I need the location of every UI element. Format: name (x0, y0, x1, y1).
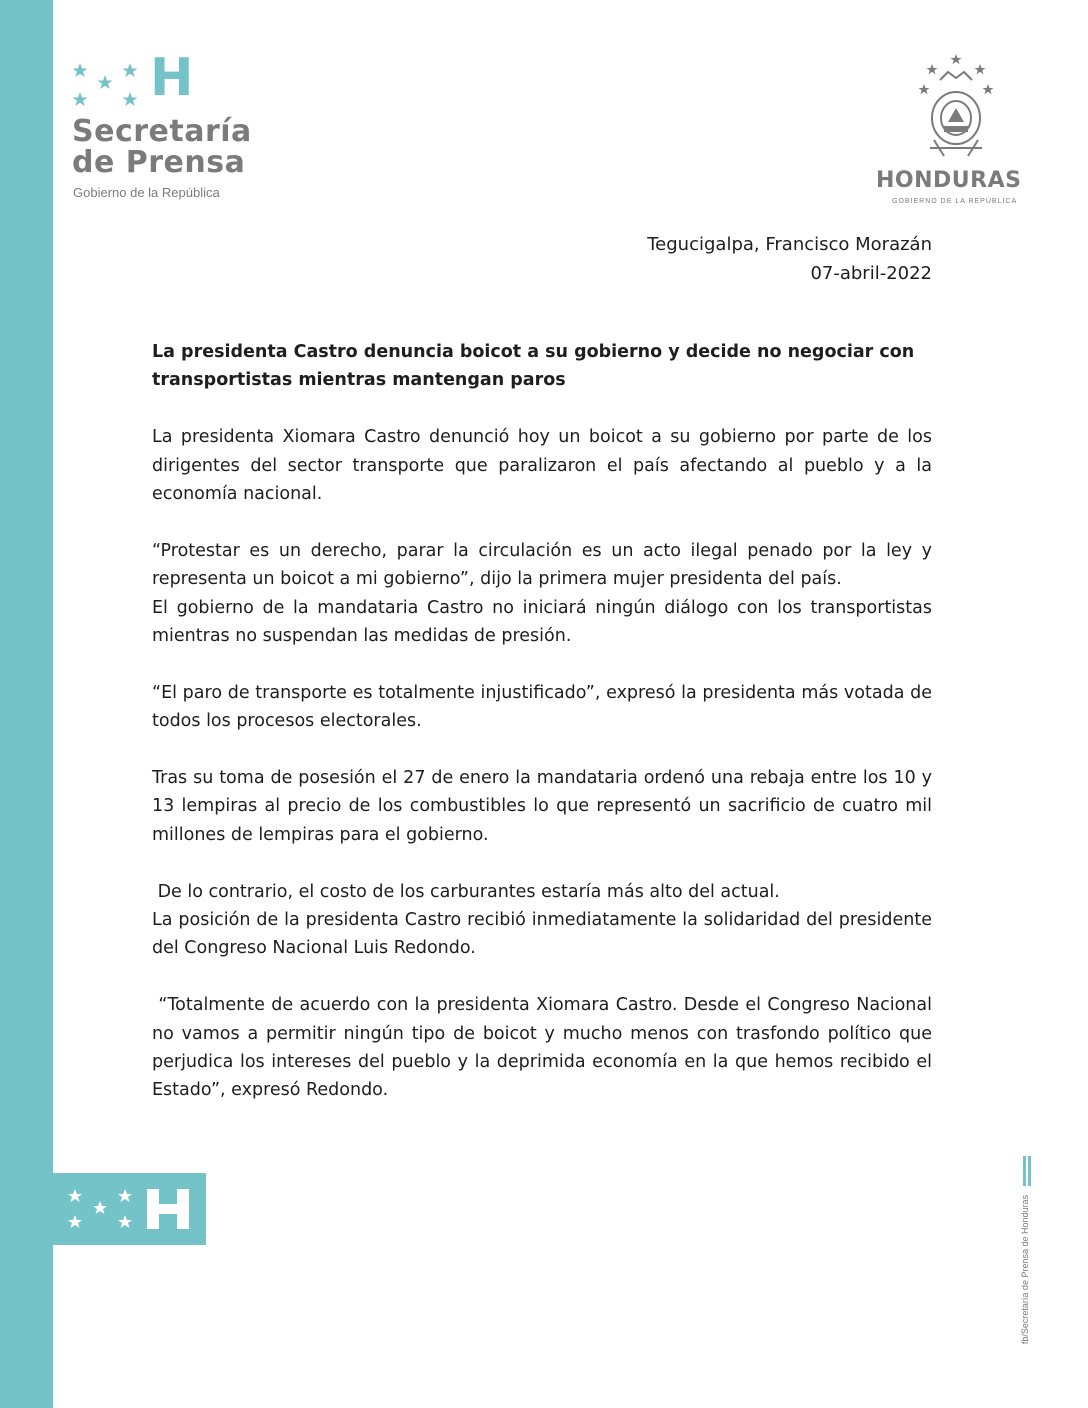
h-logo-letter: H (150, 48, 194, 108)
dateline (647, 230, 932, 288)
headline: La presidenta Castro denuncia boicot a su gobierno y decide no negociar con transportistas mientras mantengan paros (152, 342, 915, 391)
country-subtitle: GOBIERNO DE LA REPÚBLICA (892, 198, 1018, 205)
paragraph: “El paro de transporte es totalmente injustificado”, expresó la presidenta más votada de todos los procesos electorales. (152, 682, 932, 732)
footer-social-handle: fb/Secretaría de Prensa de Honduras (1020, 1195, 1030, 1345)
paragraph: “Totalmente de acuerdo con la presidenta Xiomara Castro. Desde el Congreso Nacional no vamos a permitir ningún tipo de boicot y mucho menos con trasfondo político que perjudica los intereses del pueblo y la deprimida economía en la que hemos recibido el Estado”, expresó Redondo. (152, 995, 938, 1101)
dateline-place: Tegucigalpa, Francisco Morazán (647, 234, 932, 255)
paragraph: “Protestar es un derecho, parar la circulación es un acto ilegal penado por la ley y representa un boicot a mi gobierno”, dijo la primera mujer presidenta del país. (152, 540, 932, 590)
bottom-logo-box (53, 1173, 206, 1245)
secretaria-name (72, 116, 252, 178)
side-mark-icon (1023, 1156, 1031, 1186)
honduras-logo (868, 52, 1040, 212)
dateline-date: 07-abril-2022 (810, 263, 932, 284)
press-release-body (152, 338, 938, 1133)
paragraph: La presidenta Xiomara Castro denunció hoy un boicot a su gobierno por parte de los dirigentes del sector transporte que paralizaron el país afectando al pueblo y a la economía nacional. (152, 427, 932, 505)
coat-of-arms-icon (868, 52, 1040, 164)
secretaria-name-line1: Secretaría (72, 114, 252, 149)
paragraph: La posición de la presidenta Castro recibió inmediatamente la solidaridad del presidente del Congreso Nacional Luis Redondo. (152, 910, 932, 959)
country-name: HONDURAS (876, 168, 1022, 193)
secretaria-name-line2: de Prensa (72, 145, 246, 180)
paragraph: Tras su toma de posesión el 27 de enero la mandataria ordenó una rebaja entre los 10 y 13 lempiras al precio de los combustibles lo que representó un sacrificio de cuatro mil millones de lempiras para el gobierno. (152, 768, 932, 845)
stars-icon (70, 58, 150, 114)
secretaria-prensa-logo (70, 48, 310, 208)
bottom-h-logo-icon (53, 1173, 206, 1245)
paragraph: De lo contrario, el costo de los carburantes estaría más alto del actual. (152, 881, 780, 902)
paragraph: El gobierno de la mandataria Castro no iniciará ningún diálogo con los transportistas mientras no suspendan las medidas de presión. (152, 597, 932, 647)
secretaria-subtitle: Gobierno de la República (73, 185, 220, 200)
left-accent-bar (0, 0, 53, 1408)
